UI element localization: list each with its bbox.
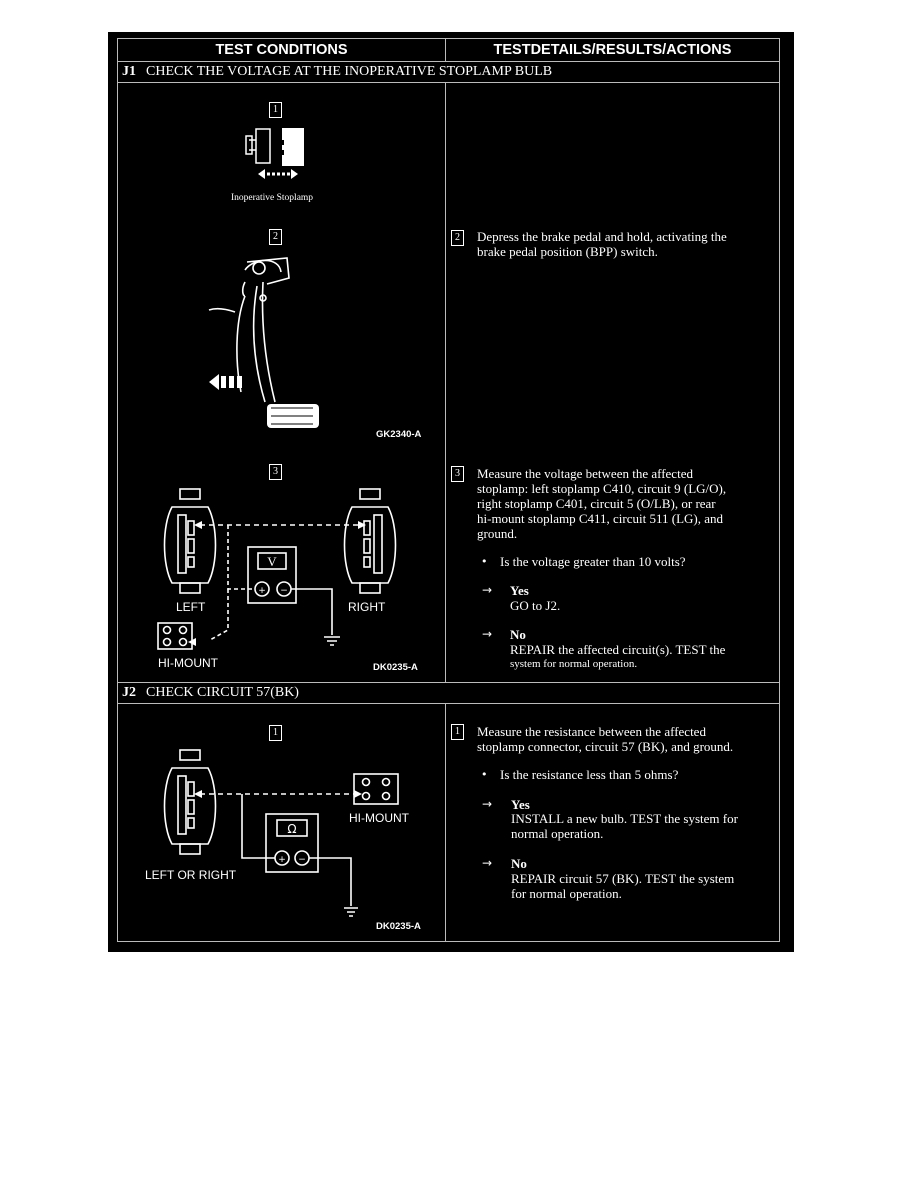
stoplamp-bulb-icon: [238, 120, 308, 180]
j1-step2-number: 2: [269, 229, 282, 245]
section-j1-heading: [122, 63, 552, 81]
header-test-details: TESTDETAILS/RESULTS/ACTIONS: [493, 42, 732, 58]
header-test-conditions: TEST CONDITIONS: [215, 42, 348, 58]
j1-no-arrow-icon: →: [482, 627, 493, 641]
j2-step1-line2: stoplamp connector, circuit 57 (BK), and ground.: [477, 739, 734, 754]
j1-question: Is the voltage greater than 10 volts?: [500, 554, 686, 569]
j1-step2-line1: Depress the brake pedal and hold, activating the: [477, 229, 727, 244]
j1-step2-figure-code: GK2340-A: [376, 429, 422, 440]
j1-step3-line5: ground.: [477, 526, 518, 541]
section-j1-id: J1: [122, 64, 136, 79]
j2-step1-number: 1: [269, 725, 282, 741]
voltmeter-symbol: V: [267, 554, 277, 569]
j1-step3-line2: stoplamp: left stoplamp C410, circuit 9 (LG/O),: [477, 481, 727, 496]
j1-label-right: RIGHT: [348, 600, 386, 614]
j2-column-divider: [445, 703, 446, 941]
j2-no-action-1: REPAIR circuit 57 (BK). TEST the system: [511, 871, 735, 886]
j2-question-bullet: •: [481, 768, 488, 781]
meter-plus-terminal: +: [258, 586, 266, 596]
j1-question-bullet: •: [481, 555, 488, 568]
j1-column-divider: [445, 82, 446, 682]
j2-no-action-2: for normal operation.: [511, 886, 622, 901]
header-column-divider: [445, 39, 446, 61]
section-j2-divider: [118, 703, 779, 704]
ohmmeter-plus-terminal: +: [278, 855, 286, 865]
ohmmeter-minus-terminal: −: [298, 855, 306, 865]
j1-step2-details-number: 2: [451, 230, 464, 246]
j1-no-action-2: system for normal operation.: [510, 658, 638, 670]
meter-minus-terminal: −: [280, 586, 288, 596]
resistance-test-diagram: [150, 748, 430, 923]
j1-no-action-1: REPAIR the affected circuit(s). TEST the: [510, 642, 726, 657]
j2-yes-label: Yes: [511, 797, 530, 812]
j1-step2-line2: brake pedal position (BPP) switch.: [477, 244, 658, 259]
section-j1-title: CHECK THE VOLTAGE AT THE INOPERATIVE STOPLAMP BULB: [146, 64, 553, 79]
j1-step1-caption: Inoperative Stoplamp: [231, 193, 314, 203]
j2-no-label: No: [511, 856, 527, 871]
j1-step3-figure-code: DK0235-A: [373, 662, 418, 673]
j2-yes-action-1: INSTALL a new bulb. TEST the system for: [511, 811, 738, 826]
voltage-test-diagram: [150, 485, 430, 655]
j1-yes-label: Yes: [510, 583, 529, 598]
section-j2-id: J2: [122, 685, 136, 700]
j2-question: Is the resistance less than 5 ohms?: [500, 767, 679, 782]
j2-step1-details-number: 1: [451, 724, 464, 740]
j2-label-left-or-right: LEFT OR RIGHT: [145, 868, 237, 882]
header-divider: [118, 61, 779, 62]
section-j1-divider: [118, 82, 779, 83]
j1-label-left: LEFT: [176, 600, 206, 614]
brake-pedal-icon: [205, 252, 325, 437]
section-j2-heading: [122, 684, 299, 702]
j1-no-label: No: [510, 627, 526, 642]
ohmmeter-symbol: Ω: [287, 822, 297, 836]
section-j2-top-divider: [118, 682, 779, 683]
j1-label-himount: HI-MOUNT: [158, 656, 218, 670]
j2-yes-action-2: normal operation.: [511, 826, 604, 841]
j1-step3-details-number: 3: [451, 466, 464, 482]
j2-label-himount: HI-MOUNT: [349, 811, 409, 825]
j1-yes-arrow-icon: →: [482, 583, 493, 597]
j1-step3-line3: right stoplamp C401, circuit 5 (O/LB), or rear: [477, 496, 716, 511]
j1-step3-number: 3: [269, 464, 282, 480]
j2-no-arrow-icon: →: [482, 856, 493, 870]
section-j2-title: CHECK CIRCUIT 57(BK): [146, 685, 299, 700]
j2-step1-figure-code: DK0235-A: [376, 921, 421, 932]
j1-yes-action: GO to J2.: [510, 598, 561, 613]
j1-step3-line1: Measure the voltage between the affected: [477, 466, 693, 481]
j2-step1-line1: Measure the resistance between the affected: [477, 724, 706, 739]
j1-step1-number: 1: [269, 102, 282, 118]
j1-step3-line4: hi-mount stoplamp C411, circuit 511 (LG), and: [477, 511, 723, 526]
j2-yes-arrow-icon: →: [482, 797, 493, 811]
